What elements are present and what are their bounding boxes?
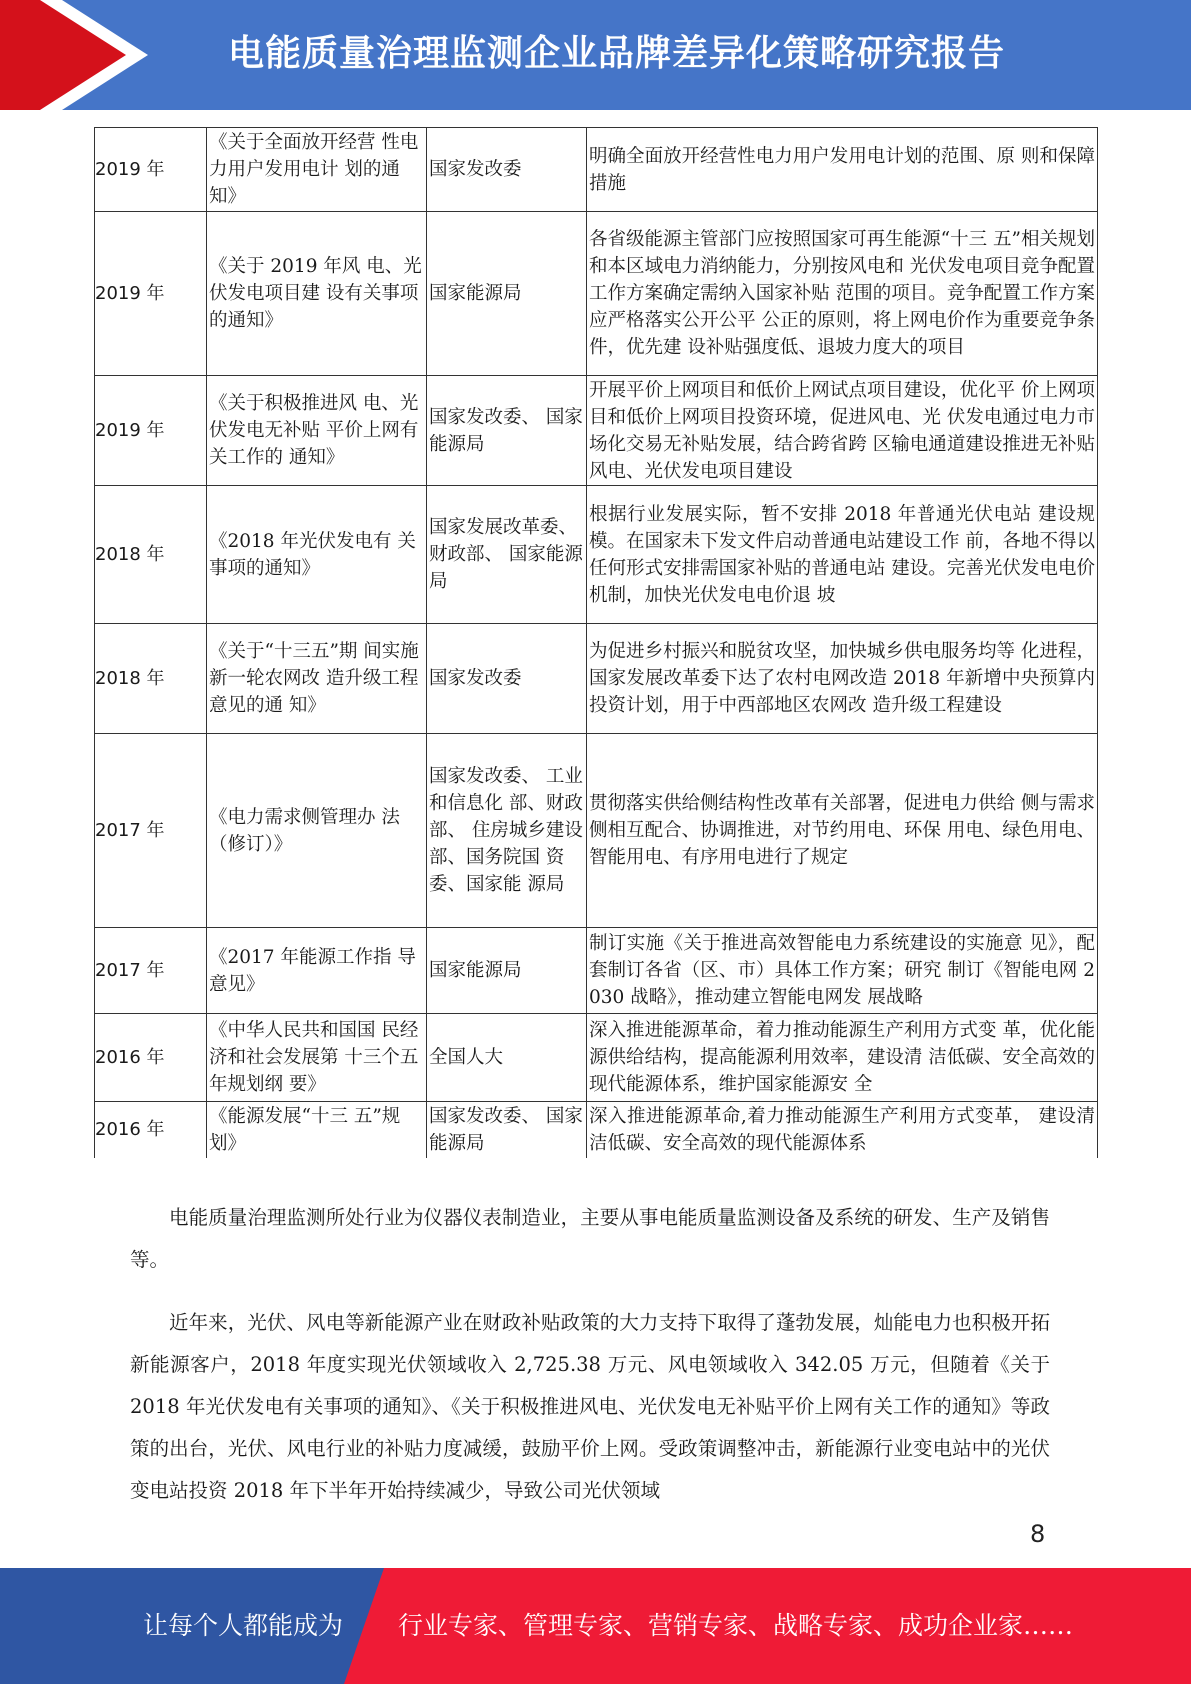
table-row [95,486,1098,624]
year-cell: 2018 年 [95,486,207,624]
issuer-cell: 国家能源局 [427,928,587,1014]
table-row [95,376,1098,486]
document-cell: 《关于全面放开经营 性电力用户发用电计 划的通知》 [207,128,427,212]
issuer-cell: 国家发改委、 国家能源局 [427,376,587,486]
document-cell: 《关于“十三五”期 间实施新一轮农网改 造升级工程意见的通 知》 [207,624,427,734]
issuer-cell: 国家发改委 [427,128,587,212]
content-cell: 贯彻落实供给侧结构性改革有关部署，促进电力供给 侧与需求侧相互配合、协调推进，对节约用电、环保 用电、绿色用电、智能用电、有序用电进行了规定 [587,734,1098,928]
document-cell: 《关于积极推进风 电、光伏发电无补贴 平价上网有关工作的 通知》 [207,376,427,486]
document-cell: 《能源发展“十三 五”规划》 [207,1102,427,1158]
content-cell: 开展平价上网项目和低价上网试点项目建设，优化平 价上网项目和低价上网项目投资环境，促进风电、光 伏发电通过电力市场化交易无补贴发展，结合跨省跨 区输电通道建设推进无补贴风电、光伏发电项目建设 [587,376,1098,486]
issuer-cell: 国家发改委 [427,624,587,734]
header-chevron-decoration [0,0,150,110]
page-number: 8 [1030,1520,1046,1548]
year-cell: 2016 年 [95,1102,207,1158]
document-cell: 《2017 年能源工作指 导意见》 [207,928,427,1014]
table-row [95,734,1098,928]
year-cell: 2016 年 [95,1014,207,1102]
year-cell: 2019 年 [95,212,207,376]
body-paragraph: 近年来，光伏、风电等新能源产业在财政补贴政策的大力支持下取得了蓬勃发展，灿能电力也积极开拓新能源客户，2018 年度实现光伏领域收入 2,725.38 万元、风电领域收入 342.05 万元，但随着《关于 2018 年光伏发电有关事项的通知》、《关于积极推进风电、光伏发电无补贴平价上网有关工作的通知》等政策的出台，光伏、风电行业的补贴力度减缓，鼓励平价上网。受政策调整冲击，新能源行业变电站中的光伏变电站投资 2018 年下半年开始持续减少，导致公司光伏领域 [130,1311,1050,1502]
policy-table [94,127,1098,1158]
table-row [95,1102,1098,1158]
document-cell: 《2018 年光伏发电有 关事项的通知》 [207,486,427,624]
table-row [95,128,1098,212]
document-cell: 《关于 2019 年风 电、光伏发电项目建 设有关事项的通知》 [207,212,427,376]
year-cell: 2019 年 [95,128,207,212]
content-cell: 各省级能源主管部门应按照国家可再生能源“十三 五”相关规划和本区域电力消纳能力，分别按风电和 光伏发电项目竞争配置工作方案确定需纳入国家补贴 范围的项目。竞争配置工作方案应严格落实公开公平 公正的原则，将上网电价作为重要竞争条件，优先建 设补贴强度低、退坡力度大的项目 [587,212,1098,376]
report-title: 电能质量治理监测企业品牌差异化策略研究报告 [228,33,1006,74]
content-cell: 明确全面放开经营性电力用户发用电计划的范围、原 则和保障措施 [587,128,1098,212]
table-row [95,212,1098,376]
page-footer [0,1568,1191,1684]
issuer-cell: 国家能源局 [427,212,587,376]
page-header [0,0,1191,110]
footer-slogan-left: 让每个人都能成为 [143,1611,344,1640]
body-paragraph: 电能质量治理监测所处行业为仪器仪表制造业，主要从事电能质量监测设备及系统的研发、生产及销售等。 [130,1206,1050,1271]
content-cell: 深入推进能源革命，着力推动能源生产利用方式变 革，优化能源供给结构，提高能源利用效率，建设清 洁低碳、安全高效的现代能源体系，维护国家能源安 全 [587,1014,1098,1102]
footer-slogan-right: 行业专家、管理专家、营销专家、战略专家、成功企业家…… [398,1611,1074,1640]
issuer-cell: 国家发改委、 国家能源局 [427,1102,587,1158]
table-row [95,928,1098,1014]
year-cell: 2017 年 [95,734,207,928]
table-row [95,1014,1098,1102]
table-row [95,624,1098,734]
year-cell: 2017 年 [95,928,207,1014]
document-cell: 《电力需求侧管理办 法（修订）》 [207,734,427,928]
issuer-cell: 国家发改委、 工业和信息化 部、财政部、 住房城乡建设 部、国务院国 资委、国家能 源局 [427,734,587,928]
content-cell: 为促进乡村振兴和脱贫攻坚，加快城乡供电服务均等 化进程，国家发展改革委下达了农村电网改造 2018 年新增中央预算内投资计划，用于中西部地区农网改 造升级工程建设 [587,624,1098,734]
content-cell: 深入推进能源革命,着力推动能源生产利用方式变革， 建设清洁低碳、安全高效的现代能源体系 [587,1102,1098,1158]
year-cell: 2018 年 [95,624,207,734]
issuer-cell: 国家发展改革委、财政部、 国家能源局 [427,486,587,624]
issuer-cell: 全国人大 [427,1014,587,1102]
content-cell: 制订实施《关于推进高效智能电力系统建设的实施意 见》，配套制订各省（区、市）具体工作方案；研究 制订《智能电网 2030 战略》，推动建立智能电网发 展战略 [587,928,1098,1014]
document-cell: 《中华人民共和国国 民经济和社会发展第 十三个五年规划纲 要》 [207,1014,427,1102]
content-cell: 根据行业发展实际，暂不安排 2018 年普通光伏电站 建设规模。在国家未下发文件启动普通电站建设工作 前，各地不得以任何形式安排需国家补贴的普通电站 建设。完善光伏发电电价机制，加快光伏发电电价退 坡 [587,486,1098,624]
year-cell: 2019 年 [95,376,207,486]
